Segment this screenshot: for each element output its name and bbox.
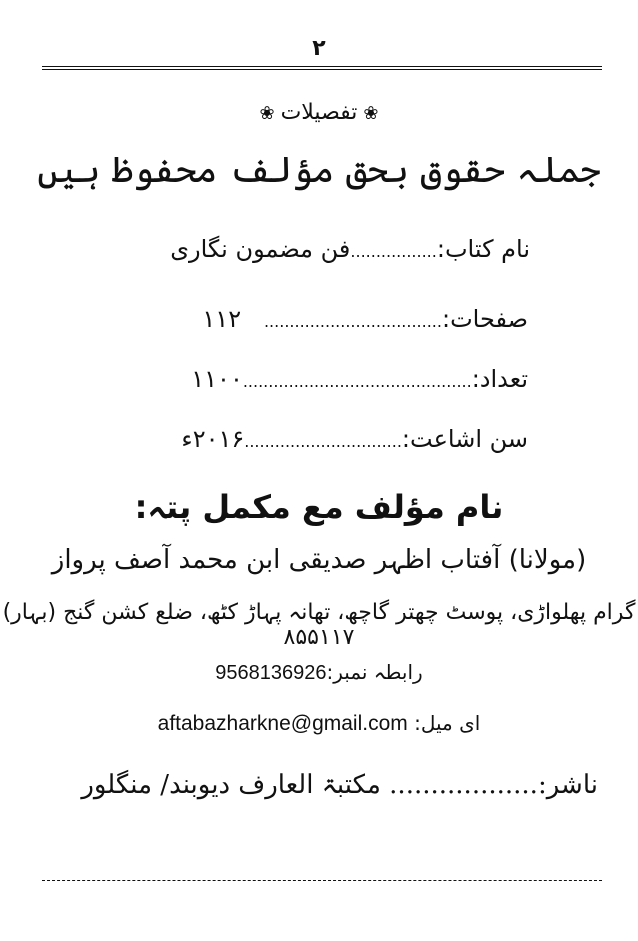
copies-row <box>191 365 528 393</box>
copies-label: تعداد: <box>471 365 528 393</box>
book-title-value: فن مضمون نگاری <box>170 235 351 263</box>
footer-divider <box>42 880 602 881</box>
publisher-name: مکتبۃ العارف دیوبند/ منگلور <box>81 770 381 800</box>
year-row <box>181 425 528 453</box>
leader-dots: ................. <box>350 242 437 261</box>
header-divider <box>42 66 602 70</box>
author-section-title: نام مؤلف مع مکمل پتہ: <box>134 488 504 526</box>
pages-row <box>202 305 528 333</box>
publisher-label: ناشر: <box>537 770 598 800</box>
leader-dots: ................................... <box>263 312 442 331</box>
contact-label: رابطہ نمبر: <box>326 660 423 684</box>
page-number: ۲ <box>312 36 326 61</box>
pages-value: ۱۱۲ <box>202 305 242 333</box>
email-row <box>0 711 638 736</box>
copyright-title: جملہ حقوق بحق مؤلف محفوظ ہیں <box>37 150 601 191</box>
contact-row <box>0 660 638 685</box>
phone-number: 9568136926 <box>215 662 327 684</box>
details-heading <box>0 100 638 125</box>
leader-dots: ............................... <box>244 432 402 451</box>
book-title-label: نام کتاب: <box>436 235 530 263</box>
publisher-row <box>81 770 598 800</box>
author-name: (مولانا) آفتاب اظہر صدیقی ابن محمد آصف پرواز <box>51 545 587 575</box>
pages-label: صفحات: <box>441 305 528 333</box>
email-label: ای میل: <box>414 711 481 735</box>
author-address: گرام پھلواڑی، پوسٹ چھتر گاچھ، تھانہ پہاڑ کٹھ، ضلع کشن گنج (بہار) ۸۵۵۱۱۷ <box>2 600 636 650</box>
details-heading-text: تفصیلات <box>280 100 358 125</box>
flower-ornament-icon: ❀ <box>259 103 275 124</box>
year-value: ۲۰۱۶ء <box>181 425 245 453</box>
leader-dots: .................. <box>389 770 538 800</box>
copies-value: ۱۱۰۰ <box>191 365 243 393</box>
email-address: aftabazharkne@gmail.com <box>157 712 408 735</box>
year-label: سن اشاعت: <box>401 425 528 453</box>
flower-ornament-icon: ❀ <box>363 103 379 124</box>
leader-dots: ............................................. <box>242 372 472 391</box>
book-title-row <box>170 235 530 263</box>
